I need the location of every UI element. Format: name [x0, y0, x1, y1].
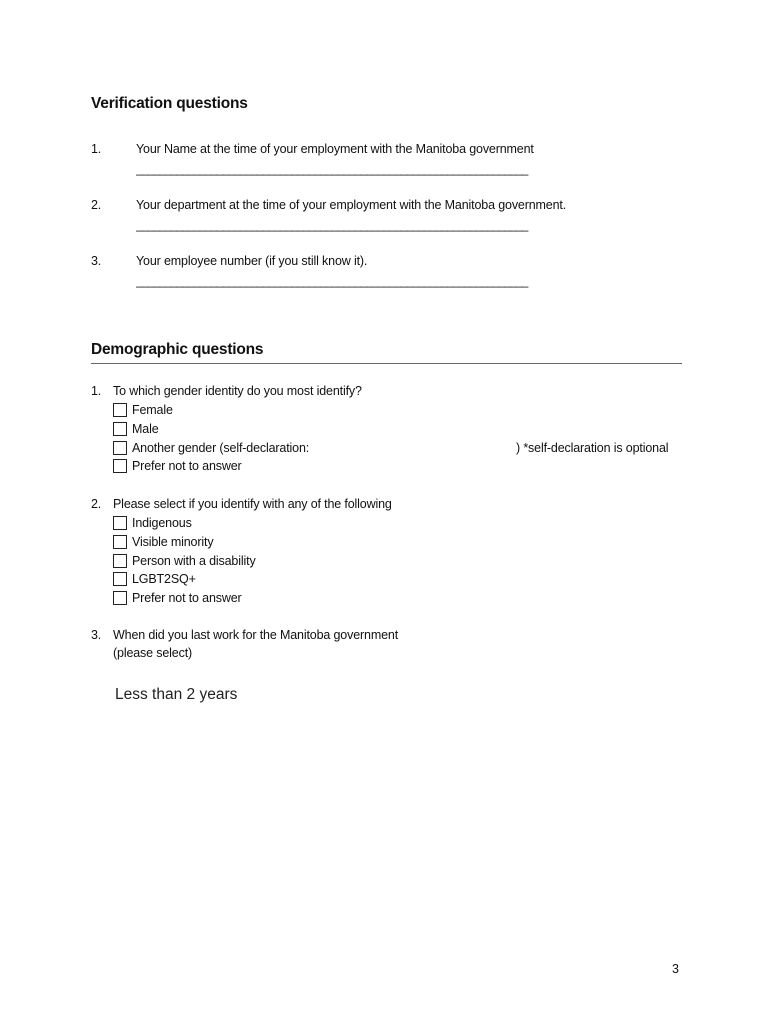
- identity-option-indigenous[interactable]: [113, 514, 256, 533]
- verification-q3-number: 3.: [91, 254, 102, 268]
- visible-minority-label: Visible minority: [132, 535, 214, 550]
- identity-option-disability[interactable]: [113, 551, 256, 570]
- identity-option-lgbt2sq[interactable]: [113, 570, 256, 589]
- gender-option-male[interactable]: [113, 420, 309, 439]
- page-number: 3: [672, 962, 679, 976]
- disability-label: Person with a disability: [132, 553, 256, 568]
- verification-q3-answer-line[interactable]: ____________________________________________________________________: [136, 274, 528, 288]
- lgbt2sq-checkbox[interactable]: [113, 572, 127, 586]
- female-label: Female: [132, 403, 173, 418]
- verification-q1-answer-line[interactable]: ____________________________________________________________________: [136, 162, 528, 176]
- identity-prefer-not-checkbox[interactable]: [113, 591, 127, 605]
- identity-options: [113, 514, 256, 607]
- another-gender-label: Another gender (self-declaration:: [132, 440, 310, 455]
- gender-option-female[interactable]: [113, 401, 309, 420]
- demographic-q1-text: To which gender identity do you most identify?: [113, 384, 362, 398]
- section-divider: [91, 363, 682, 364]
- verification-q1-number: 1.: [91, 142, 102, 156]
- gender-prefer-not-checkbox[interactable]: [113, 459, 127, 473]
- verification-q2-text: Your department at the time of your employment with the Manitoba government.: [136, 198, 567, 212]
- last-worked-select[interactable]: Less than 2 years: [115, 686, 238, 703]
- self-declaration-input[interactable]: [328, 440, 514, 456]
- demographic-q2-text: Please select if you identify with any of the following: [113, 497, 392, 511]
- identity-prefer-not-label: Prefer not to answer: [132, 591, 242, 606]
- identity-option-visible-minority[interactable]: [113, 533, 256, 552]
- gender-options: [113, 401, 309, 476]
- self-declaration-note: ) *self-declaration is optional: [516, 441, 669, 455]
- demographic-q2-number: 2.: [91, 497, 102, 511]
- gender-prefer-not-label: Prefer not to answer: [132, 459, 242, 474]
- indigenous-checkbox[interactable]: [113, 516, 127, 530]
- visible-minority-checkbox[interactable]: [113, 535, 127, 549]
- male-checkbox[interactable]: [113, 422, 127, 436]
- identity-option-prefer-not[interactable]: [113, 589, 256, 608]
- verification-q1-text: Your Name at the time of your employment with the Manitoba government: [136, 142, 534, 156]
- verification-q2-answer-line[interactable]: ____________________________________________________________________: [136, 218, 528, 232]
- gender-option-another[interactable]: [113, 438, 309, 457]
- lgbt2sq-label: LGBT2SQ+: [132, 572, 196, 587]
- demographic-q3-number: 3.: [91, 628, 102, 642]
- demographic-q1-number: 1.: [91, 384, 102, 398]
- male-label: Male: [132, 422, 159, 437]
- verification-q3-text: Your employee number (if you still know it).: [136, 254, 368, 268]
- indigenous-label: Indigenous: [132, 516, 192, 531]
- demographic-q3-text: When did you last work for the Manitoba government: [113, 628, 399, 642]
- female-checkbox[interactable]: [113, 403, 127, 417]
- verification-q2-number: 2.: [91, 198, 102, 212]
- gender-option-prefer-not[interactable]: [113, 457, 309, 476]
- another-gender-checkbox[interactable]: [113, 441, 127, 455]
- disability-checkbox[interactable]: [113, 554, 127, 568]
- verification-title: Verification questions: [91, 95, 248, 112]
- demographic-title: Demographic questions: [91, 341, 264, 358]
- demographic-q3-subtext: (please select): [113, 646, 193, 660]
